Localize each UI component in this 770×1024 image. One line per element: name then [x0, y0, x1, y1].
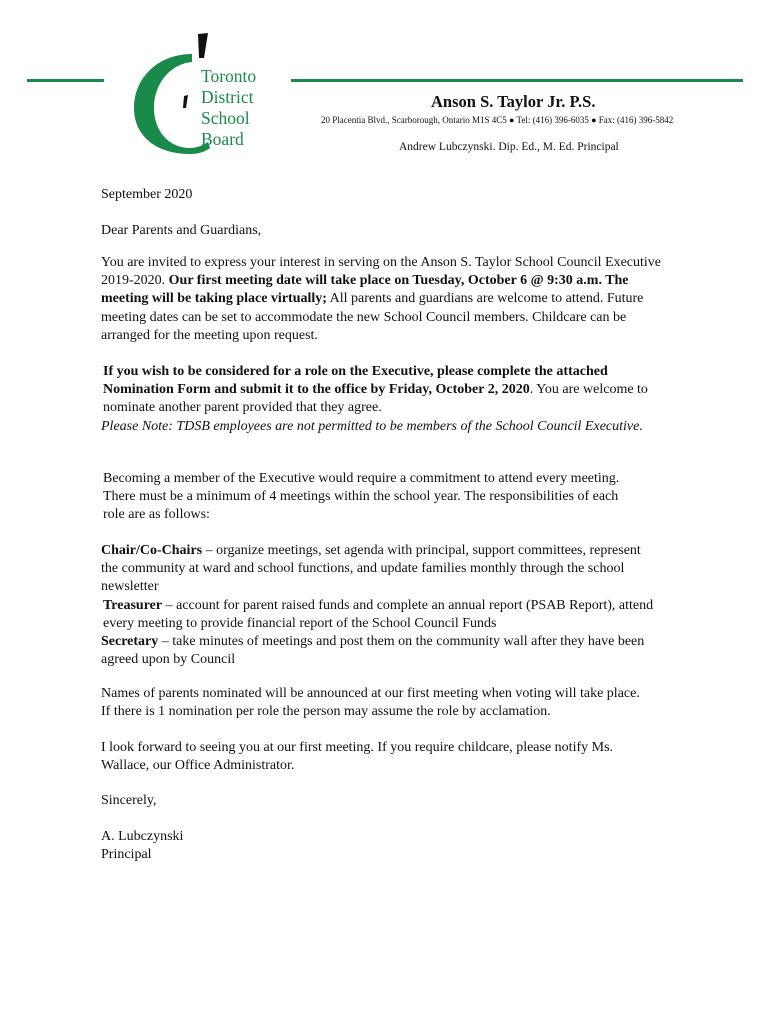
paragraph-commitment: Becoming a member of the Executive would require a commitment to attend every meeting. There must be a minimum of 4 meetings within the school year. The responsibilities of each role are as follows: [103, 471, 620, 523]
invitation-text-2: All parents and guardians are welcome to attend. Future meeting dates can be set to accommodate the new School Council members. Childcare can be arranged for the meeting upon request. [101, 291, 644, 343]
nomination-instruction: If you wish to be considered for a role on the Executive, please complete the attached Nomination Form and submit it to the office by Friday, October 2, 2020 [103, 364, 608, 398]
closing: Sincerely, [101, 793, 157, 808]
role-title: Treasurer [103, 597, 163, 613]
role-title: Chair/Co-Chairs [101, 543, 203, 558]
signer-name: A. Lubczynski [101, 829, 184, 844]
header-rule-right [291, 79, 743, 82]
employee-note: Please Note: TDSB employees are not permitted to be members of the School Council Executive. [101, 418, 643, 434]
logo-line-2: District [201, 87, 254, 107]
roles-list [101, 542, 661, 669]
school-address: 20 Placentia Blvd., Scarborough, Ontario M1S 4C5 ● Tel: (416) 396-6035 ● Fax: (416) 396-5842 [321, 115, 674, 125]
letter-date: September 2020 [101, 187, 193, 202]
signer-title: Principal [101, 847, 152, 862]
paragraph-nomination [101, 363, 661, 436]
invitation-text-1: You are invited to express your interest in serving on the Anson S. Taylor School Council Executive 2019-2020. [101, 255, 661, 289]
header-rule-left [27, 79, 104, 82]
role-desc: – take minutes of meetings and post them on the community wall after they have been agreed upon by Council [101, 634, 645, 668]
paragraph-announcement: Names of parents nominated will be announced at our first meeting when voting will take place. If there is 1 nomination per role the person may assume the role by acclamation. [101, 686, 640, 720]
role-desc: – organize meetings, set agenda with principal, support committees, represent the community at ward and school functions, and update families monthly through the school newsletter [101, 543, 641, 595]
paragraph-closing-note: I look forward to seeing you at our first meeting. If you require childcare, please notify Ms. Wallace, our Office Administrator. [101, 740, 614, 774]
principal-credentials: Andrew Lubczynski. Dip. Ed., M. Ed. Principal [399, 141, 619, 153]
nomination-text: . You are welcome to nominate another parent provided that they agree. [103, 382, 648, 416]
role-title: Secretary [101, 634, 159, 650]
logo-wordmark [201, 66, 256, 150]
logo-line-1: Toronto [201, 66, 257, 86]
salutation: Dear Parents and Guardians, [101, 223, 262, 238]
school-name: Anson S. Taylor Jr. P.S. [431, 92, 596, 111]
paragraph-invitation [101, 254, 666, 345]
role-desc: – account for parent raised funds and complete an annual report (PSAB Report), attend every meeting to provide financial report of the School Council Funds [103, 597, 654, 631]
role-treasurer [101, 597, 661, 633]
meeting-date-text: Our first meeting date will take place on Tuesday, October 6 @ 9:30 a.m. The meeting will be taking place virtually; [101, 273, 629, 307]
role-secretary [101, 633, 661, 669]
logo-line-4: Board [201, 129, 244, 149]
role-chair [101, 542, 661, 597]
logo-line-3: School [201, 108, 250, 128]
